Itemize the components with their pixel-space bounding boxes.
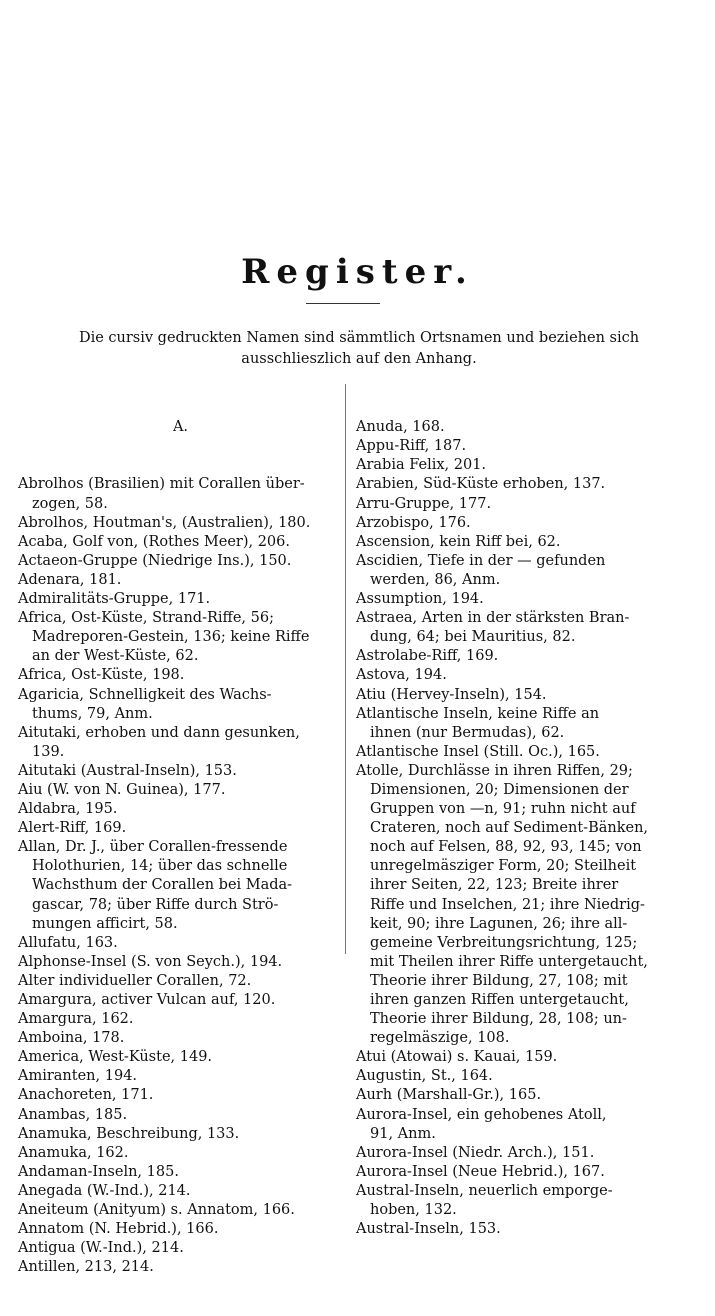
index-line: Annatom (N. Hebrid.), 166. [18,1221,219,1238]
index-line: Anachoreten, 171. [18,1087,154,1104]
index-line: Antigua (W.-Ind.), 214. [18,1240,184,1257]
index-line: Arabien, Süd-Küste erhoben, 137. [356,476,606,493]
index-line: Africa, Ost-Küste, Strand-Riffe, 56; [18,610,274,627]
index-line: Anegada (W.-Ind.), 214. [18,1182,191,1199]
index-line: Amiranten, 194. [18,1068,138,1085]
index-line: Amargura, activer Vulcan auf, 120. [18,992,276,1008]
left-entries [18,475,343,1277]
intro-line-1: Die cursiv gedruckten Namen sind sämmtlich Ortsnamen und beziehen sich [78,330,640,346]
index-line: Riffe und Inselchen, 21; ihre Niedrig- [370,896,645,913]
index-line: Austral-Inseln, 153. [356,1221,501,1238]
index-line: Abrolhos (Brasilien) mit Corallen über- [18,476,305,493]
title-rule [306,303,380,304]
index-line: Aurora-Insel, ein gehobenes Atoll, [356,1106,607,1123]
index-line: Theorie ihrer Bildung, 28, 108; un- [370,1011,627,1028]
right-entries [356,418,678,1239]
index-line: Augustin, St., 164. [356,1068,493,1085]
index-line: Aurora-Insel (Niedr. Arch.), 151. [356,1144,595,1161]
index-line: Theorie ihrer Bildung, 27, 108; mit [370,972,628,989]
index-line: Austral-Inseln, neuerlich emporge- [356,1182,613,1199]
index-line: werden, 86, Anm. [370,571,501,588]
index-line: Allan, Dr. J., über Corallen-fressende [18,839,288,856]
index-line: Aneiteum (Anityum) s. Annatom, 166. [18,1202,295,1219]
index-line: Andaman-Inseln, 185. [18,1163,179,1180]
index-line: Anamuka, Beschreibung, 133. [18,1125,240,1142]
index-line: Alphonse-Insel (S. von Seych.), 194. [18,953,283,970]
index-line: Antillen, 213, 214. [18,1259,154,1276]
index-line: Ascension, kein Riff bei, 62. [356,533,561,550]
index-line: Adenara, 181. [18,571,122,588]
index-line: Arru-Gruppe, 177. [356,495,492,512]
index-line: Appu-Riff, 187. [356,438,467,455]
index-line: noch auf Felsen, 88, 92, 93, 145; von [370,839,642,856]
index-line: zogen, 58. [32,495,108,512]
index-line: Aiu (W. von N. Guinea), 177. [18,781,226,798]
index-line: Aitutaki, erhoben und dann gesunken, [18,724,300,741]
index-line: an der West-Küste, 62. [32,648,199,665]
index-line: Holothurien, 14; über das schnelle [32,858,288,875]
index-line: Abrolhos, Houtman's, (Australien), 180. [18,514,311,531]
index-line: Admiralitäts-Gruppe, 171. [18,591,211,608]
index-column-right [356,380,678,1277]
index-line: Atolle, Durchlässe in ihren Riffen, 29; [356,762,633,779]
index-line: Madreporen-Gestein, 136; keine Riffe [32,629,310,646]
index-line: Astova, 194. [356,667,447,684]
column-divider [345,384,346,954]
index-line: regelmäszige, 108. [370,1030,510,1047]
section-letter: A. [172,419,189,436]
index-line: Astraea, Arten in der stärksten Bran- [356,610,630,627]
index-line: mungen afficirt, 58. [32,915,178,932]
index-line: Dimensionen, 20; Dimensionen der [370,781,629,798]
index-line: Alter individueller Corallen, 72. [18,972,252,989]
index-line: gemeine Verbreitungsrichtung, 125; [370,934,638,951]
index-line: Aurh (Marshall-Gr.), 165. [356,1087,542,1104]
index-line: dung, 64; bei Mauritius, 82. [370,629,576,646]
index-line: America, West-Küste, 149. [18,1049,213,1066]
index-line: Astrolabe-Riff, 169. [356,648,499,665]
index-line: Aitutaki (Austral-Inseln), 153. [18,762,237,779]
index-line: Ascidien, Tiefe in der — gefunden [356,552,606,569]
index-line: Assumption, 194. [356,591,484,608]
index-line: Wachsthum der Corallen bei Mada- [32,877,293,894]
index-line: Alert-Riff, 169. [18,820,127,837]
index-line: Allufatu, 163. [18,934,118,951]
index-line: Anambas, 185. [18,1106,128,1123]
index-line: Acaba, Golf von, (Rothes Meer), 206. [18,533,290,550]
index-line: Atui (Atowai) s. Kauai, 159. [356,1049,558,1066]
index-line: thums, 79, Anm. [32,705,153,722]
index-line: Arabia Felix, 201. [356,457,487,474]
index-line: Gruppen von —n, 91; ruhn nicht auf [370,801,636,818]
index-line: keit, 90; ihre Lagunen, 26; ihre all- [370,915,628,932]
index-line: unregelmäsziger Form, 20; Steilheit [370,858,637,875]
index-line: ihren ganzen Riffen untergetaucht, [370,992,629,1008]
index-line: Aurora-Insel (Neue Hebrid.), 167. [356,1163,605,1180]
index-line: Actaeon-Gruppe (Niedrige Ins.), 150. [18,552,292,569]
index-line: Aldabra, 195. [18,801,118,818]
index-line: ihnen (nur Bermudas), 62. [370,724,565,741]
intro-line-2: ausschlieszlich auf den Anhang. [241,351,477,367]
index-line: Atlantische Insel (Still. Oc.), 165. [356,743,600,760]
index-line: 139. [32,743,65,760]
index-line: Arzobispo, 176. [356,514,471,531]
index-line: Africa, Ost-Küste, 198. [18,667,185,684]
index-line: 91, Anm. [370,1125,436,1142]
index-line: gascar, 78; über Riffe durch Strö- [32,896,279,913]
index-line: Anamuka, 162. [18,1144,129,1161]
index-line: ihrer Seiten, 22, 123; Breite ihrer [370,877,619,894]
index-line: Amargura, 162. [18,1011,134,1028]
index-line: Crateren, noch auf Sediment-Bänken, [370,820,649,837]
page-title: Register. [241,252,474,292]
index-line: Amboina, 178. [18,1030,125,1047]
intro-note [14,328,704,370]
index-line: Anuda, 168. [356,419,445,436]
index-line: Agaricia, Schnelligkeit des Wachs- [18,686,272,703]
index-line: mit Theilen ihrer Riffe untergetaucht, [370,953,648,970]
index-line: hoben, 132. [370,1202,457,1219]
index-column-left [18,380,343,1316]
index-line: Atiu (Hervey-Inseln), 154. [356,686,547,703]
index-line: Atlantische Inseln, keine Riffe an [356,705,600,722]
